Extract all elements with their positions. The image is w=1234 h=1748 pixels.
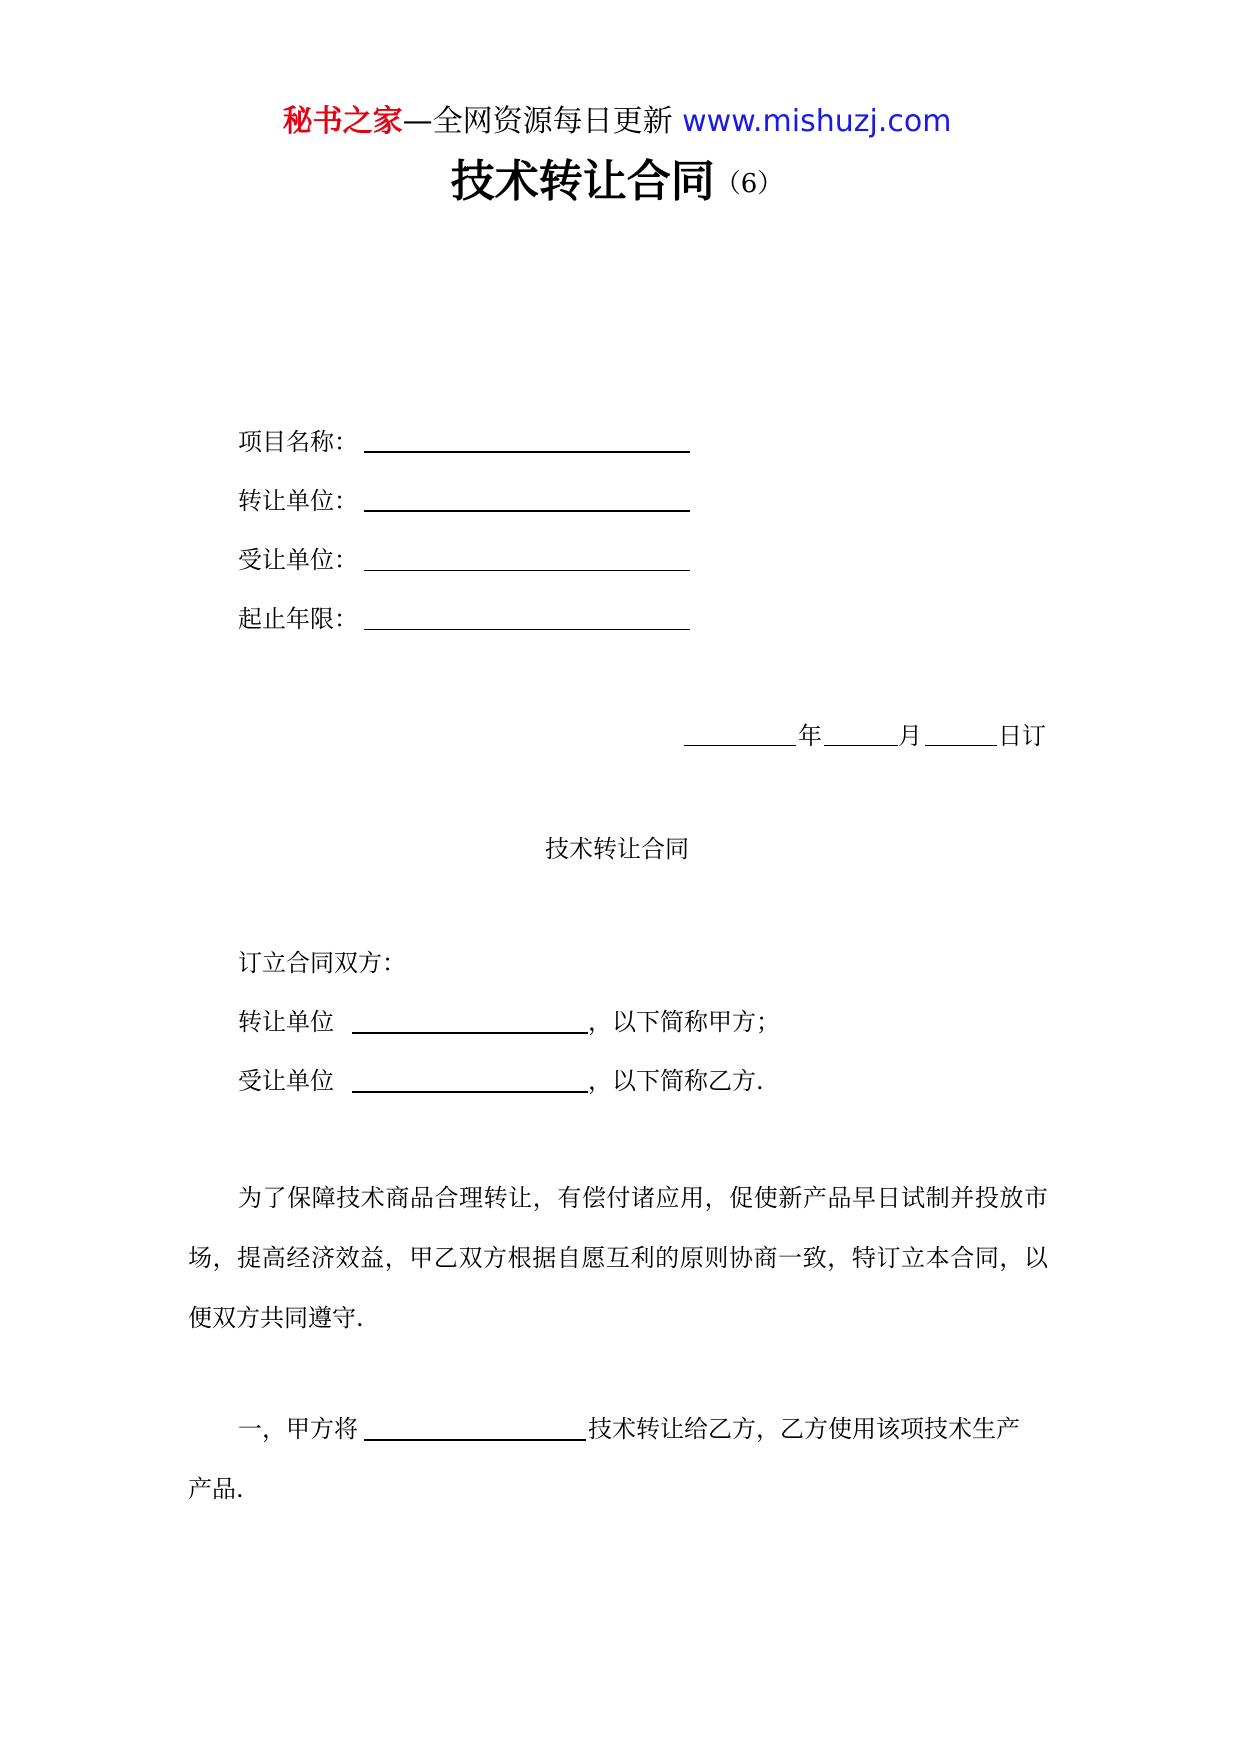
- transferee-label: 受让单位: [238, 1067, 334, 1095]
- brand-dash: —: [402, 104, 433, 139]
- transferor-suffix: ，以下简称甲方；: [588, 1008, 780, 1036]
- field-label-project-name: 项目名称：: [238, 428, 358, 456]
- document-title-number: （6）: [714, 169, 784, 199]
- transferor-blank: [352, 1032, 588, 1034]
- field-blank-project-name: [364, 451, 690, 453]
- brand-tagline: 全网资源每日更新: [432, 104, 673, 139]
- date-blank-year: [684, 745, 796, 746]
- field-label-term: 起止年限：: [238, 605, 358, 633]
- section-title: 技术转让合同: [545, 835, 689, 863]
- date-year-label: 年: [798, 722, 822, 750]
- document-title-main: 技术转让合同: [450, 156, 715, 207]
- date-day-signed-label: 日订: [998, 722, 1046, 750]
- field-blank-transferee: [364, 570, 690, 571]
- brand-name: 秘书之家: [282, 104, 403, 139]
- site-url-link[interactable]: www.mishuzj.com: [682, 104, 952, 139]
- transferee-blank: [352, 1091, 588, 1093]
- clause-1-suffix: 技术转让给乙方，乙方使用该项技术生产: [588, 1415, 1020, 1443]
- header-banner: [0, 100, 1234, 144]
- date-month-label: 月: [898, 722, 922, 750]
- date-blank-day: [925, 745, 997, 746]
- field-blank-term: [364, 629, 690, 630]
- parties-intro: 订立合同双方：: [238, 949, 406, 977]
- transferor-label: 转让单位: [238, 1008, 334, 1036]
- field-blank-transferor: [364, 510, 690, 512]
- clause-1-line2: 产品.: [188, 1475, 244, 1503]
- document-title: [0, 150, 1234, 223]
- field-label-transferor: 转让单位：: [238, 487, 358, 515]
- preamble-paragraph: 为了保障技术商品合理转让，有偿付诸应用，促使新产品早日试制并投放市场，提高经济效益，甲乙双方根据自愿互利的原则协商一致，特订立本合同，以便双方共同遵守.: [188, 1184, 1048, 1332]
- field-label-transferee: 受让单位：: [238, 546, 358, 574]
- date-blank-month: [824, 745, 898, 746]
- transferee-suffix: ，以下简称乙方.: [588, 1067, 764, 1095]
- clause-1-blank: [364, 1439, 586, 1441]
- clause-1-prefix: 一，甲方将: [238, 1415, 358, 1443]
